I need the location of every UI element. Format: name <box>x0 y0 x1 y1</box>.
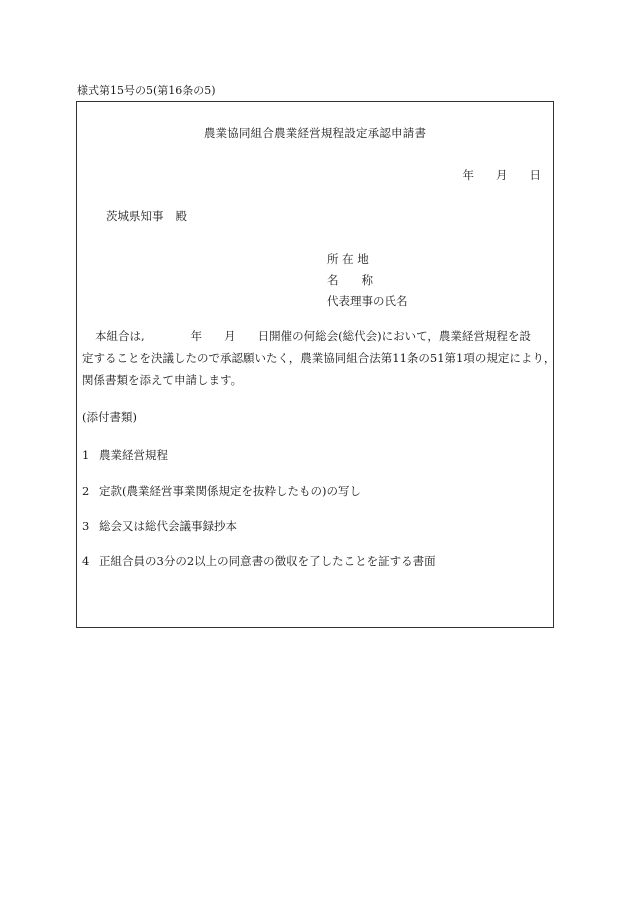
attachment-number: 4 <box>82 554 90 568</box>
body-line1-start: 本組合は, <box>95 329 145 343</box>
attachment-number: 2 <box>82 484 90 498</box>
body-line-3: 関係書類を添えて申請します。 <box>82 373 243 387</box>
date-day-label: 日 <box>529 168 541 182</box>
date-year-label: 年 <box>462 168 474 182</box>
attachment-text: 総会又は総代会議事録抄本 <box>99 519 237 533</box>
representative-label: 代表理事の氏名 <box>327 294 408 308</box>
attachments-heading: (添付書類) <box>82 410 137 424</box>
attachment-number: 3 <box>82 519 90 533</box>
document-title: 農業協同組合農業経営規程設定承認申請書 <box>203 126 427 140</box>
body-line1-year: 年 <box>190 329 203 343</box>
attachment-item <box>82 447 168 463</box>
applicant-block <box>327 249 408 312</box>
location-label: 所 在 地 <box>327 252 369 266</box>
body-line-1 <box>82 325 548 347</box>
form-number: 様式第15号の5(第16条の5) <box>77 84 216 97</box>
application-form-frame <box>76 101 554 628</box>
attachment-item <box>82 553 436 569</box>
attachment-item <box>82 518 237 534</box>
attachment-text: 正組合員の3分の2以上の同意書の徴収を了したことを証する書面 <box>99 554 436 568</box>
attachment-text: 農業経営規程 <box>99 448 168 462</box>
addressee-honorific: 殿 <box>175 209 187 223</box>
date-line <box>463 167 542 183</box>
attachment-number: 1 <box>82 448 90 462</box>
addressee-name: 茨城県知事 <box>106 209 164 223</box>
date-month-label: 月 <box>496 168 508 182</box>
body-line1-rest: 日開催の何総会(総代会)において，農業経営規程を設 <box>257 329 531 343</box>
body-line-2: 定することを決議したので承認願いたく，農業協同組合法第11条の51第1項の規定により， <box>82 351 556 365</box>
body-text <box>82 325 556 391</box>
attachment-text: 定款(農業経営事業関係規定を抜粋したもの)の写し <box>99 484 361 498</box>
body-line1-month: 月 <box>224 329 236 343</box>
name-label: 名 称 <box>327 273 373 287</box>
attachment-item <box>82 483 361 499</box>
addressee <box>106 208 187 224</box>
